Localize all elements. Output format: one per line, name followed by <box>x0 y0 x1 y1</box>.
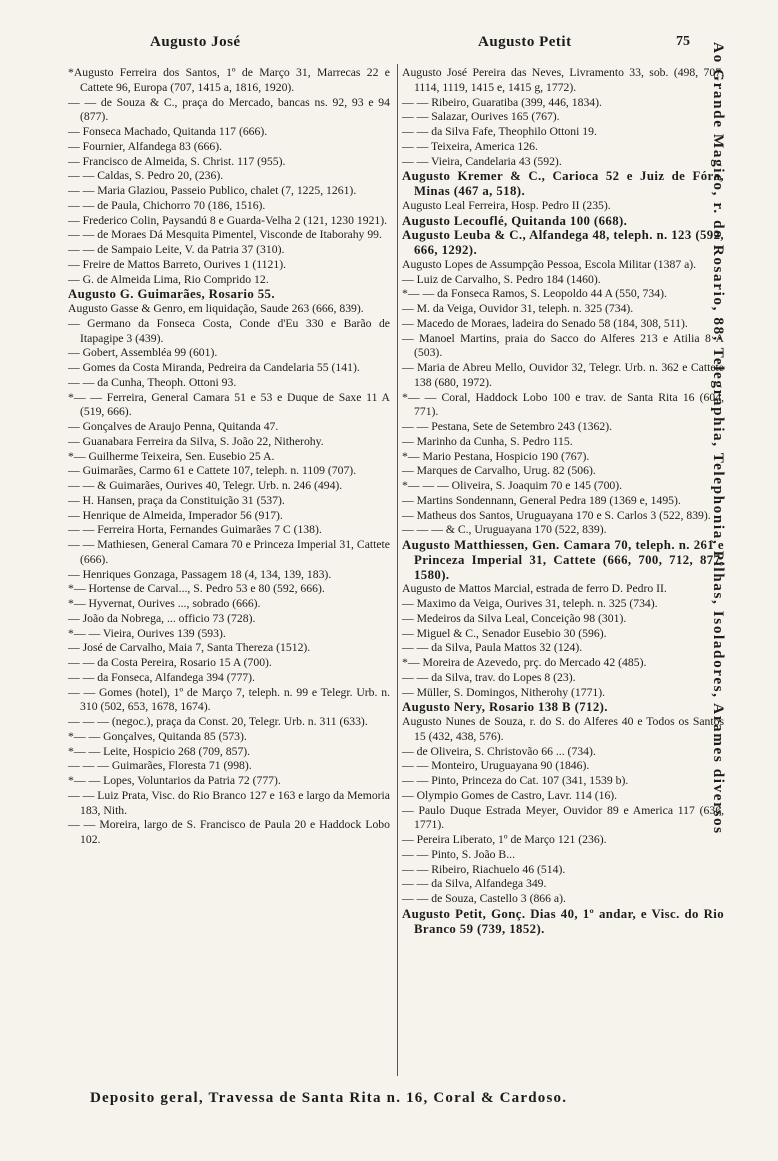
directory-entry: — — Moreira, largo de S. Francisco de Paula 20 e Haddock Lobo 102. <box>68 818 390 846</box>
left-column <box>68 66 390 848</box>
directory-entry: — Gobert, Assembléa 99 (601). <box>68 346 218 360</box>
side-advertisement <box>709 42 743 1132</box>
directory-entry: — — Teixeira, America 126. <box>402 139 538 153</box>
directory-entry: *— Hortense de Carval..., S. Pedro 53 e 80 (592, 666). <box>68 582 325 596</box>
directory-entry: — — Ribeiro, Riachuelo 46 (514). <box>402 862 566 876</box>
directory-entry: — — Ribeiro, Guaratiba (399, 446, 1834). <box>402 95 602 109</box>
page-number: 75 <box>676 34 690 49</box>
directory-entry: — — Mathiesen, General Camara 70 e Princeza Imperial 31, Cattete (666). <box>68 538 390 566</box>
directory-entry: — Müller, S. Domingos, Nitherohy (1771). <box>402 685 606 699</box>
directory-entry: — — Pinto, Princeza do Cat. 107 (341, 1539 b). <box>402 774 629 787</box>
directory-heading-entry: Augusto Nery, Rosario 138 B (712). <box>402 700 608 715</box>
page-header-left: Augusto José <box>150 34 241 50</box>
directory-entry: — H. Hansen, praça da Constituição 31 (537). <box>68 493 285 507</box>
directory-heading-entry: Augusto Kremer & C., Carioca 52 e Juiz de Fóra, Minas (467 a, 518). <box>402 169 724 198</box>
directory-entry: Augusto Lopes de Assumpção Pessoa, Escola Militar (1387 a). <box>402 257 697 271</box>
directory-entry: — — — & C., Uruguayana 170 (522, 839). <box>402 523 607 537</box>
directory-entry: — Gonçalves de Araujo Penna, Quitanda 47. <box>68 420 279 433</box>
directory-entry: *— Hyvernat, Ourives ..., sobrado (666). <box>68 597 261 610</box>
directory-entry: *— Guilherme Teixeira, Sen. Eusebio 25 A. <box>68 449 275 463</box>
directory-heading-entry: Augusto Petit, Gonç. Dias 40, 1º andar, e Visc. do Rio Branco 59 (739, 1852). <box>402 906 724 936</box>
footer-advertisement: Deposito geral, Travessa de Santa Rita n. 16, Coral & Cardoso. <box>90 1090 568 1106</box>
directory-entry: — Matheus dos Santos, Uruguayana 170 e S. Carlos 3 (522, 839). <box>402 508 711 522</box>
directory-entry: — — Caldas, S. Pedro 20, (236). <box>68 169 224 183</box>
directory-entry: — — Luiz Prata, Visc. do Rio Branco 127 e 163 e largo da Memoria 183, Nith. <box>68 788 390 817</box>
directory-entry: — Fournier, Alfandega 83 (666). <box>68 139 223 153</box>
directory-entry: — Pereira Liberato, 1º de Março 121 (236). <box>402 833 607 846</box>
directory-entry: Augusto Leal Ferreira, Hosp. Pedro II (235). <box>402 198 611 212</box>
directory-entry: — — de Paula, Chichorro 70 (186, 1516). <box>68 198 266 212</box>
directory-entry: — Marques de Carvalho, Urug. 82 (506). <box>402 464 596 478</box>
directory-entry: — — de Moraes Dá Mesquita Pimentel, Visconde de Itaborahy 99. <box>68 228 382 242</box>
directory-entry: — Maximo da Veiga, Ourives 31, teleph. n. 325 (734). <box>402 597 658 610</box>
directory-entry: *— — Leite, Hospicio 268 (709, 857). <box>68 744 251 758</box>
directory-entry: — — da Silva, trav. do Lopes 8 (23). <box>402 670 576 684</box>
directory-entry: — Olympio Gomes de Castro, Lavr. 114 (16). <box>402 788 618 802</box>
directory-entry: — Germano da Fonseca Costa, Conde d'Eu 330 e Barão de Itapagipe 3 (439). <box>68 316 390 345</box>
directory-entry: — José de Carvalho, Maia 7, Santa Thereza (1512). <box>68 641 311 655</box>
column-divider <box>397 64 398 1076</box>
directory-entry: — Guanabara Ferreira da Silva, S. João 22, Nitherohy. <box>68 434 324 448</box>
directory-entry: — Paulo Duque Estrada Meyer, Ouvidor 89 e America 117 (636, 1771). <box>402 803 724 832</box>
directory-entry: — Freire de Mattos Barreto, Ourives 1 (1121). <box>68 257 287 271</box>
directory-entry: Augusto Nunes de Souza, r. do S. do Alferes 40 e Todos os Santos 15 (432, 438, 576). <box>402 715 724 743</box>
directory-entry: *— — Lopes, Voluntarios da Patria 72 (777). <box>68 774 281 787</box>
directory-entry: — Manoel Martins, praia do Sacco do Alferes 213 e Atilia 8 A (503). <box>402 331 724 360</box>
directory-entry: — Francisco de Almeida, S. Christ. 117 (955). <box>68 154 286 168</box>
directory-entry: — Martins Sondennann, General Pedra 189 (1369 e, 1495). <box>402 493 681 507</box>
directory-entry: — Fonseca Machado, Quitanda 117 (666). <box>68 125 268 138</box>
directory-entry: — João da Nobrega, ... officio 73 (728). <box>68 611 256 625</box>
directory-entry: *Augusto Ferreira dos Santos, 1º de Março 31, Marrecas 22 e Cattete 96, Europa (707, 1415 a, 1816, 1920). <box>68 66 390 94</box>
directory-entry: — — Pinto, S. João B... <box>402 847 515 861</box>
directory-entry: — — Salazar, Ourives 165 (767). <box>402 110 560 124</box>
directory-entry: — Macedo de Moraes, ladeira do Senado 58 (184, 308, 511). <box>402 316 688 330</box>
directory-entry: — Miguel & C., Senador Eusebio 30 (596). <box>402 626 607 640</box>
directory-heading-entry: Augusto Lecouflé, Quitanda 100 (668). <box>402 213 628 228</box>
directory-entry: — Marinho da Cunha, S. Pedro 115. <box>402 434 573 448</box>
directory-entry: — Frederico Colin, Paysandú 8 e Guarda-Velha 2 (121, 1230 1921). <box>68 213 388 227</box>
directory-entry: — Maria de Abreu Mello, Ouvidor 32, Telegr. Urb. n. 362 e Cattete 138 (680, 1972). <box>402 361 724 389</box>
directory-entry: — — Pestana, Sete de Setembro 243 (1362). <box>402 420 613 433</box>
directory-entry: *— — — Oliveira, S. Joaquim 70 e 145 (700). <box>402 479 623 492</box>
directory-entry: *— — Vieira, Ourives 139 (593). <box>68 626 226 640</box>
directory-entry: — — da Cunha, Theoph. Ottoni 93. <box>68 375 237 389</box>
directory-entry: — G. de Almeida Lima, Rio Comprido 12. <box>68 272 269 286</box>
directory-entry: Augusto José Pereira das Neves, Livramento 33, sob. (498, 707, 1114, 1119, 1415 e, 1415 g, 1772). <box>402 66 724 94</box>
directory-entry: — — da Silva Fafe, Theophilo Ottoni 19. <box>402 125 597 138</box>
directory-entry: *— Moreira de Azevedo, prç. do Mercado 42 (485). <box>402 656 647 669</box>
directory-entry: — — da Silva, Alfandega 349. <box>402 877 547 891</box>
directory-entry: — M. da Veiga, Ouvidor 31, teleph. n. 325 (734). <box>402 302 634 315</box>
directory-entry: — — da Fonseca, Alfandega 394 (777). <box>68 670 255 684</box>
directory-entry: — — da Silva, Paula Mattos 32 (124). <box>402 641 583 655</box>
directory-entry: — Luiz de Carvalho, S. Pedro 184 (1460). <box>402 272 601 286</box>
directory-entry: — — de Souza, Castello 3 (866 a). <box>402 892 566 905</box>
directory-entry: — Guimarães, Carmo 61 e Cattete 107, teleph. n. 1109 (707). <box>68 464 357 478</box>
directory-entry: — — da Costa Pereira, Rosario 15 A (700). <box>68 656 272 669</box>
directory-entry: — — Ferreira Horta, Fernandes Guimarães 7 C (138). <box>68 523 322 537</box>
directory-entry: *— — Coral, Haddock Lobo 100 e trav. de Santa Rita 16 (604, 771). <box>402 390 724 419</box>
directory-entry: *— — da Fonseca Ramos, S. Leopoldo 44 A (550, 734). <box>402 287 667 301</box>
directory-entry: — — & Guimarães, Ourives 40, Telegr. Urb. n. 246 (494). <box>68 479 343 492</box>
directory-entry: — Henrique de Almeida, Imperador 56 (917). <box>68 508 283 522</box>
directory-heading-entry: Augusto G. Guimarães, Rosario 55. <box>68 287 275 302</box>
directory-entry: *— Mario Pestana, Hospicio 190 (767). <box>402 449 590 463</box>
directory-heading-entry: Augusto Matthiessen, Gen. Camara 70, teleph. n. 261 e Princeza Imperial 31, Cattete (666, 700, 712, 877, 1580). <box>402 538 724 582</box>
right-column <box>402 66 724 936</box>
directory-entry: — — — Guimarães, Floresta 71 (998). <box>68 759 252 773</box>
directory-entry: — de Oliveira, S. Christovão 66 ... (734). <box>402 744 596 758</box>
directory-entry: — — — (negoc.), praça da Const. 20, Telegr. Urb. n. 311 (633). <box>68 715 368 728</box>
directory-entry: *— — Ferreira, General Camara 51 e 53 e Duque de Saxe 11 A (519, 666). <box>68 390 390 419</box>
directory-entry: — — Maria Glaziou, Passeio Publico, chalet (7, 1225, 1261). <box>68 184 357 197</box>
side-advertisement-text: Ao Grande Magico, r. do Rosario, 88; Telegraphia, Telephonia, Pilhas, Isoladores, Arames diversos <box>710 42 727 835</box>
directory-entry: Augusto de Mattos Marcial, estrada de ferro D. Pedro II. <box>402 582 667 596</box>
directory-entry: *— — Gonçalves, Quitanda 85 (573). <box>68 729 247 743</box>
directory-entry: — — Monteiro, Uruguayana 90 (1846). <box>402 759 590 773</box>
directory-entry: — — Vieira, Candelaria 43 (592). <box>402 154 562 168</box>
directory-entry: — Henriques Gonzaga, Passagem 18 (4, 134, 139, 183). <box>68 567 332 581</box>
directory-entry: — Medeiros da Silva Leal, Conceição 98 (301). <box>402 611 627 625</box>
page-header-right: Augusto Petit <box>478 34 572 50</box>
directory-entry: — — de Souza & C., praça do Mercado, bancas ns. 92, 93 e 94 (877). <box>68 95 390 124</box>
directory-entry: Augusto Gasse & Genro, em liquidação, Saude 263 (666, 839). <box>68 302 364 315</box>
directory-heading-entry: Augusto Leuba & C., Alfandega 48, teleph. n. 123 (592, 666, 1292). <box>402 228 724 257</box>
directory-entry: — — de Sampaio Leite, V. da Patria 37 (310). <box>68 243 285 256</box>
directory-entry: — Gomes da Costa Miranda, Pedreira da Candelaria 55 (141). <box>68 361 360 374</box>
directory-entry: — — Gomes (hotel), 1º de Março 7, teleph. n. 99 e Telegr. Urb. n. 310 (502, 653, 1678, 1674). <box>68 685 390 714</box>
